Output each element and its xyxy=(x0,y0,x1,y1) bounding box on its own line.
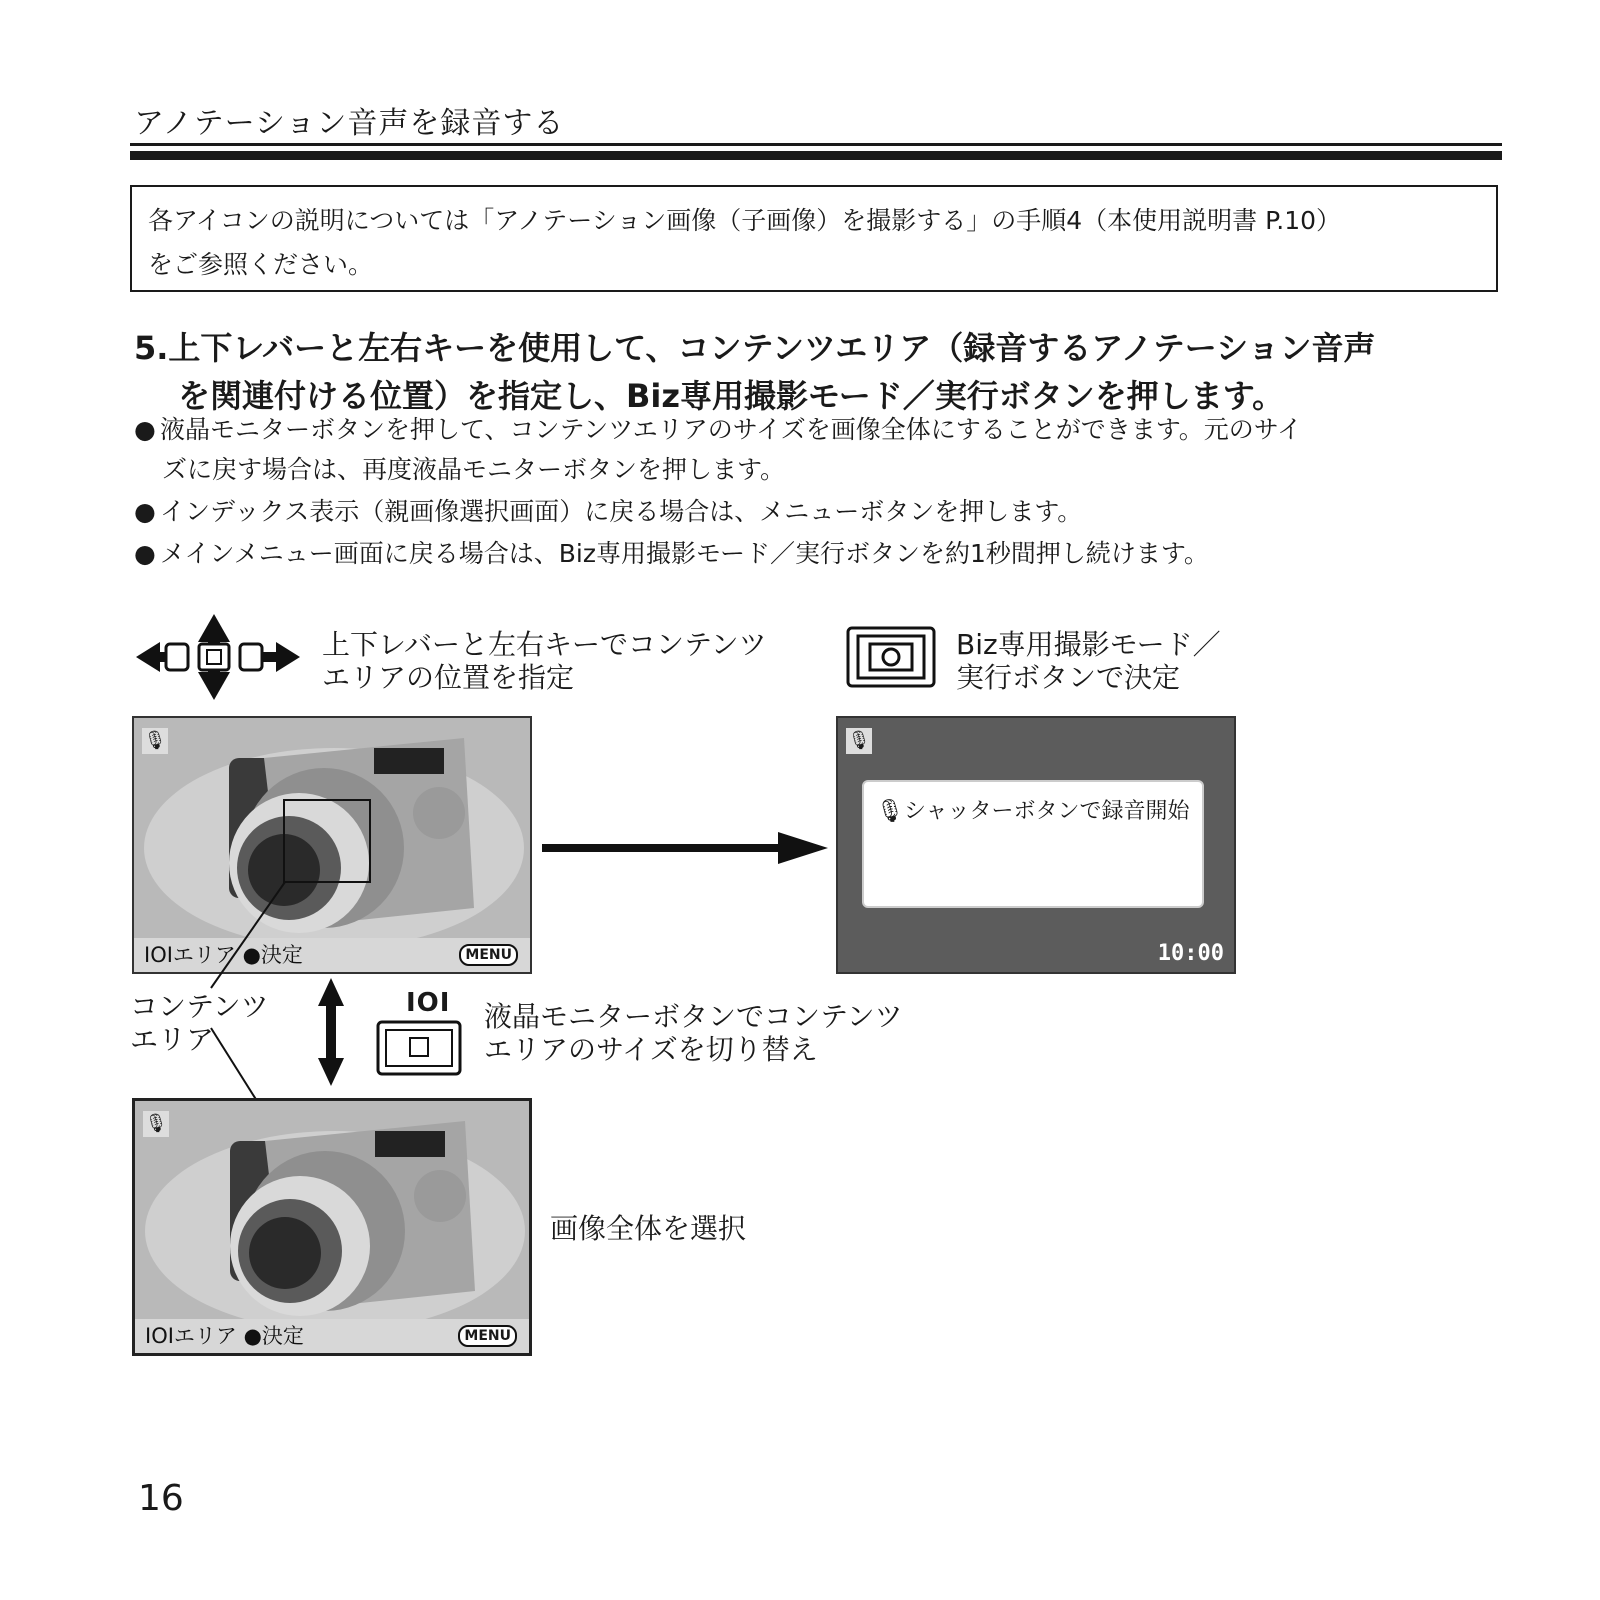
mic-icon: 🎙 xyxy=(143,1111,169,1137)
dialog-text: シャッターボタンで録音開始 xyxy=(903,799,1190,824)
monitor-label xyxy=(484,1000,903,1066)
biz-label-line-2: 実行ボタンで決定 xyxy=(956,661,1181,694)
lever-keys-icon xyxy=(134,612,302,702)
lever-label xyxy=(322,628,767,694)
content-area-line-2: エリア xyxy=(130,1023,215,1056)
whole-image-label: 画像全体を選択 xyxy=(550,1212,747,1245)
menu-icon: MENU xyxy=(459,944,518,966)
bullet-mark: ● xyxy=(134,539,156,568)
screen-record-dialog xyxy=(836,716,1236,974)
note-line-1: 各アイコンの説明については「アノテーション画像（子画像）を撮影する」の手順4（本使用説明書 P.10） xyxy=(148,206,1342,235)
note-line-2: をご参照ください。 xyxy=(148,250,374,279)
monitor-label-line-1: 液晶モニターボタンでコンテンツ xyxy=(484,1000,903,1033)
mic-icon: 🎙 xyxy=(142,728,168,754)
title-rule-thick xyxy=(130,151,1502,160)
monitor-button-icon xyxy=(376,1020,462,1076)
biz-button-icon xyxy=(846,626,936,688)
screen-bar-text: IOIエリア ●決定 xyxy=(145,1324,304,1348)
content-area-line-1: コンテンツ xyxy=(130,990,269,1023)
bullet-1-line-1: 液晶モニターボタンを押して、コンテンツエリアのサイズを画像全体にすることができます。元のサイ xyxy=(160,415,1303,444)
arrow-right-icon xyxy=(540,828,830,868)
step-5-heading xyxy=(134,324,1514,420)
bullet-3-line-1: メインメニュー画面に戻る場合は、Biz専用撮影モード／実行ボタンを約1秒間押し続けます。 xyxy=(160,539,1209,568)
screen-bar-text: IOIエリア ●決定 xyxy=(144,943,303,967)
mic-icon: 🎙 xyxy=(846,728,872,754)
bullet-mark: ● xyxy=(134,415,156,444)
page-number: 16 xyxy=(138,1478,184,1519)
screen-area-select xyxy=(132,716,532,974)
biz-label xyxy=(956,628,1221,694)
lever-label-line-1: 上下レバーと左右キーでコンテンツ xyxy=(322,628,767,661)
lever-label-line-2: エリアの位置を指定 xyxy=(322,661,575,694)
menu-icon: MENU xyxy=(458,1325,517,1347)
section-title: アノテーション音声を録音する xyxy=(134,106,565,141)
note-box xyxy=(130,185,1498,292)
biz-label-line-1: Biz専用撮影モード／ xyxy=(956,628,1221,661)
title-rule-thin xyxy=(130,143,1502,146)
bullet-2-line-1: インデックス表示（親画像選択画面）に戻る場合は、メニューボタンを押します。 xyxy=(160,497,1083,526)
record-dialog xyxy=(862,780,1204,908)
camera-photo xyxy=(134,718,530,938)
step-line-1: 5.上下レバーと左右キーを使用して、コンテンツエリア（録音するアノテーション音声 xyxy=(134,329,1376,367)
bullet-3 xyxy=(134,534,1514,574)
bullet-2 xyxy=(134,492,1514,532)
bullet-mark: ● xyxy=(134,497,156,526)
dialog-mic-icon: 🎙 xyxy=(876,799,904,824)
camera-photo xyxy=(135,1101,529,1321)
bullet-1 xyxy=(134,410,1514,490)
step-line-2: を関連付ける位置）を指定し、Biz専用撮影モード／実行ボタンを押します。 xyxy=(178,377,1285,415)
monitor-icon-label: IOI xyxy=(406,988,451,1018)
screen-whole-image xyxy=(132,1098,532,1356)
bullet-1-line-2: ズに戻す場合は、再度液晶モニターボタンを押します。 xyxy=(162,455,786,484)
clock: 10:00 xyxy=(1157,941,1224,966)
up-down-arrow-icon xyxy=(316,976,346,1088)
monitor-label-line-2: エリアのサイズを切り替え xyxy=(484,1033,818,1066)
